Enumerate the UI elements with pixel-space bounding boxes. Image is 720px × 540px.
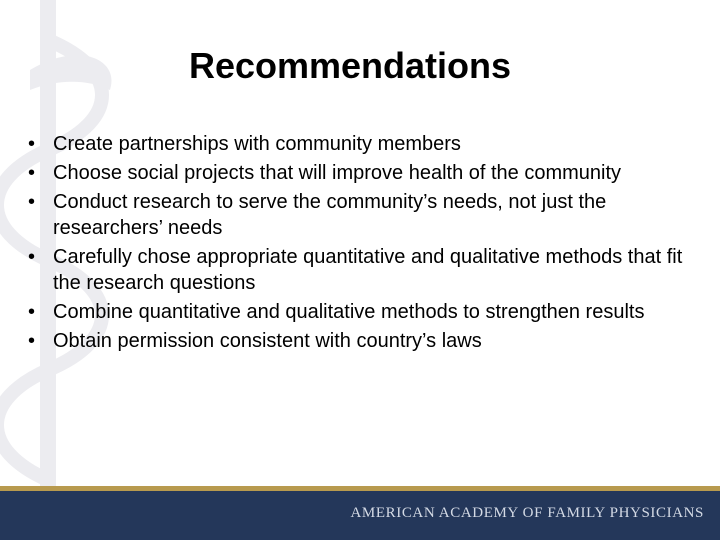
bullet-text: Carefully chose appropriate quantitative and qualitative methods that fit the research questions: [53, 246, 683, 294]
bullet-text: Obtain permission consistent with country’s laws: [53, 330, 482, 352]
bullet-dot: •: [28, 330, 36, 352]
bullet-list: [28, 131, 700, 357]
slide-title: Recommendations: [188, 45, 512, 86]
bullet-dot: •: [28, 246, 36, 268]
bullet-item: [28, 328, 700, 354]
footer-organization-name: AMERICAN ACADEMY OF FAMILY PHYSICIANS: [350, 505, 704, 521]
bullet-item: [28, 131, 700, 157]
bullet-item: [28, 189, 700, 241]
bullet-dot: •: [28, 301, 36, 323]
bullet-dot: •: [28, 191, 36, 213]
bullet-item: [28, 299, 700, 325]
bullet-text: Create partnerships with community members: [53, 133, 461, 155]
bullet-dot: •: [28, 133, 36, 155]
bullet-text: Conduct research to serve the community’s needs, not just the researchers’ needs: [53, 191, 607, 239]
bullet-item: [28, 160, 700, 186]
bullet-dot: •: [28, 162, 36, 184]
bullet-text: Combine quantitative and qualitative methods to strengthen results: [53, 301, 645, 323]
bullet-item: [28, 244, 700, 296]
bullet-text: Choose social projects that will improve health of the community: [53, 162, 622, 184]
